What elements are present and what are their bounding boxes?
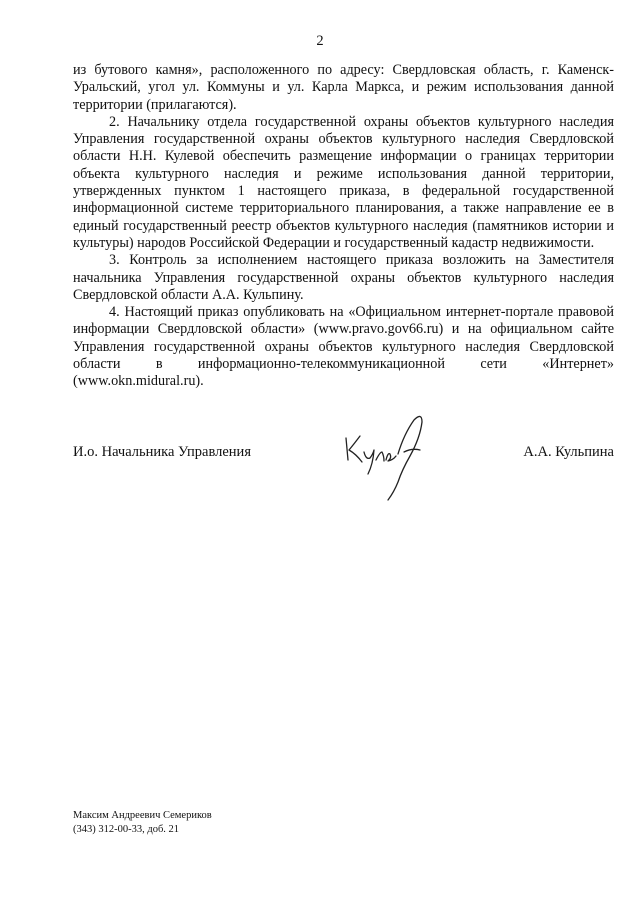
handwritten-signature: [338, 408, 438, 508]
page-number: 2: [316, 33, 324, 49]
signatory-position: И.о. Начальника Управления: [73, 444, 251, 460]
executor-footer: [73, 809, 212, 836]
signatory-name: А.А. Кульпина: [523, 444, 614, 460]
paragraph-item-2: 2. Начальнику отдела государственной охраны объектов культурного наследия Управления государственной охраны объектов культурного наследия Свердловской области Н.Н. Кулевой обеспечить размещение информации о границах территории объекта культурного наследия и режиме использования данной территории, утвержденных пунктом 1 настоящего приказа, в федеральной государственной информационной системе территориального планирования, а также направление ее в единый государственный реестр объектов культурного наследия (памятников истории и культуры) народов Российской Федерации и государственный кадастр недвижимости.: [73, 113, 614, 251]
executor-name: Максим Андреевич Семериков: [73, 810, 212, 821]
paragraph-continuation: из бутового камня», расположенного по адресу: Свердловская область, г. Каменск-Уральский, угол ул. Коммуны и ул. Карла Маркса, и режим использования данной территории (прилагаются).: [73, 62, 614, 113]
paragraph-item-4: 4. Настоящий приказ опубликовать на «Официальном интернет-портале правовой информации Свердловской области» (www.pravo.gov66.ru) и на официальном сайте Управления государственной охраны объектов культурного наследия Свердловской области в информационно-телекоммуникационной сети «Интернет» (www.okn.midural.ru).: [73, 304, 614, 390]
executor-phone: (343) 312-00-33, доб. 21: [73, 823, 180, 835]
paragraph-item-3: 3. Контроль за исполнением настоящего приказа возложить на Заместителя начальника Управления государственной охраны объектов культурного наследия Свердловской области А.А. Кульпину.: [73, 252, 614, 303]
document-body: [73, 62, 614, 391]
